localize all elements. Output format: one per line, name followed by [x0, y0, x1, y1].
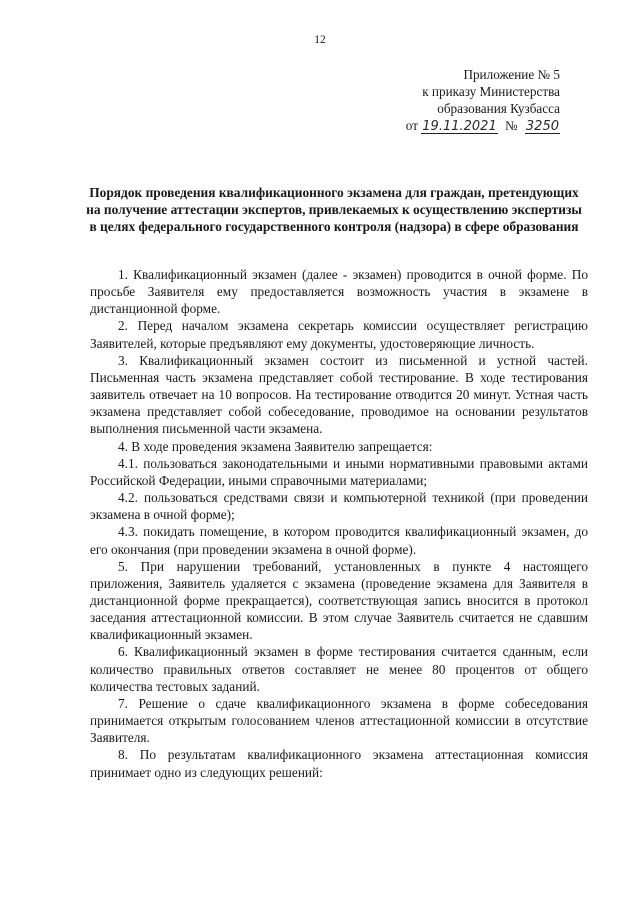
paragraph-4-1: 4.1. пользоваться законодательными и иными нормативными правовыми актами Российской Федерации, иными справочными материалами; [90, 455, 588, 488]
appendix-date-row [350, 117, 560, 134]
paragraph-6: 6. Квалификационный экзамен в форме тестирования считается сданным, если количество правильных ответов составляет не менее 80 процентов от общего количества тестовых заданий. [90, 644, 588, 694]
from-label: от [405, 118, 418, 133]
document-body [90, 266, 588, 781]
paragraph-3: 3. Квалификационный экзамен состоит из письменной и устной частей. Письменная часть экзамена представляет собой тестирование. В ходе тестирования заявитель отвечает на 10 вопросов. На тестирование отводится 20 минут. Устная часть экзамена представляет собой собеседование, проводимое на основании результатов выполнения письменной части экзамена. [90, 352, 588, 437]
appendix-line-2: к приказу Министерства [422, 84, 560, 99]
paragraph-2: 2. Перед началом экзамена секретарь комиссии осуществляет регистрацию Заявителей, которые предъявляют ему документы, удостоверяющие личность. [90, 318, 588, 351]
appendix-header [350, 66, 560, 134]
number-sign: № [505, 118, 518, 133]
paragraph-7: 7. Решение о сдаче квалификационного экзамена в форме собеседования принимается открытым голосованием членов аттестационной комиссии в отсутствие Заявителя. [90, 695, 588, 746]
paragraph-1: 1. Квалификационный экзамен (далее - экзамен) проводится в очной форме. По просьбе Заявителя ему предоставляется возможность участия в экзамене в дистанционной форме. [90, 267, 588, 317]
appendix-line-1: Приложение № 5 [463, 67, 560, 82]
document-title: Порядок проведения квалификационного экзамена для граждан, претендующих на получение аттестации экспертов, привлекаемых к осуществлению экспертизы в целях федерального государственного контроля (надзора) в сфере образования [86, 185, 582, 234]
paragraph-8: 8. По результатам квалификационного экзамена аттестационная комиссия принимает одно из следующих решений: [90, 747, 588, 780]
paragraph-4-3: 4.3. покидать помещение, в котором проводится квалификационный экзамен, до его окончания (при проведении экзамена в очной форме). [90, 524, 588, 557]
page-number: 12 [314, 34, 326, 46]
paragraph-4-2: 4.2. пользоваться средствами связи и компьютерной техникой (при проведении экзамена в очной форме); [90, 490, 588, 523]
appendix-line-3: образования Кузбасса [437, 101, 560, 116]
handwritten-date: 19.11.2021 [422, 119, 497, 134]
paragraph-5: 5. При нарушении требований, установленных в пункте 4 настоящего приложения, Заявитель удаляется с экзамена (проведение экзамена для Заявителя в дистанционной форме прекращается), соответствующая запись вносится в протокол заседания аттестационной комиссии. В этом случае Заявитель считается не сдавшим квалификационный экзамен. [90, 558, 588, 643]
paragraph-4: 4. В ходе проведения экзамена Заявителю запрещается: [118, 438, 433, 454]
handwritten-number: 3250 [525, 119, 559, 134]
